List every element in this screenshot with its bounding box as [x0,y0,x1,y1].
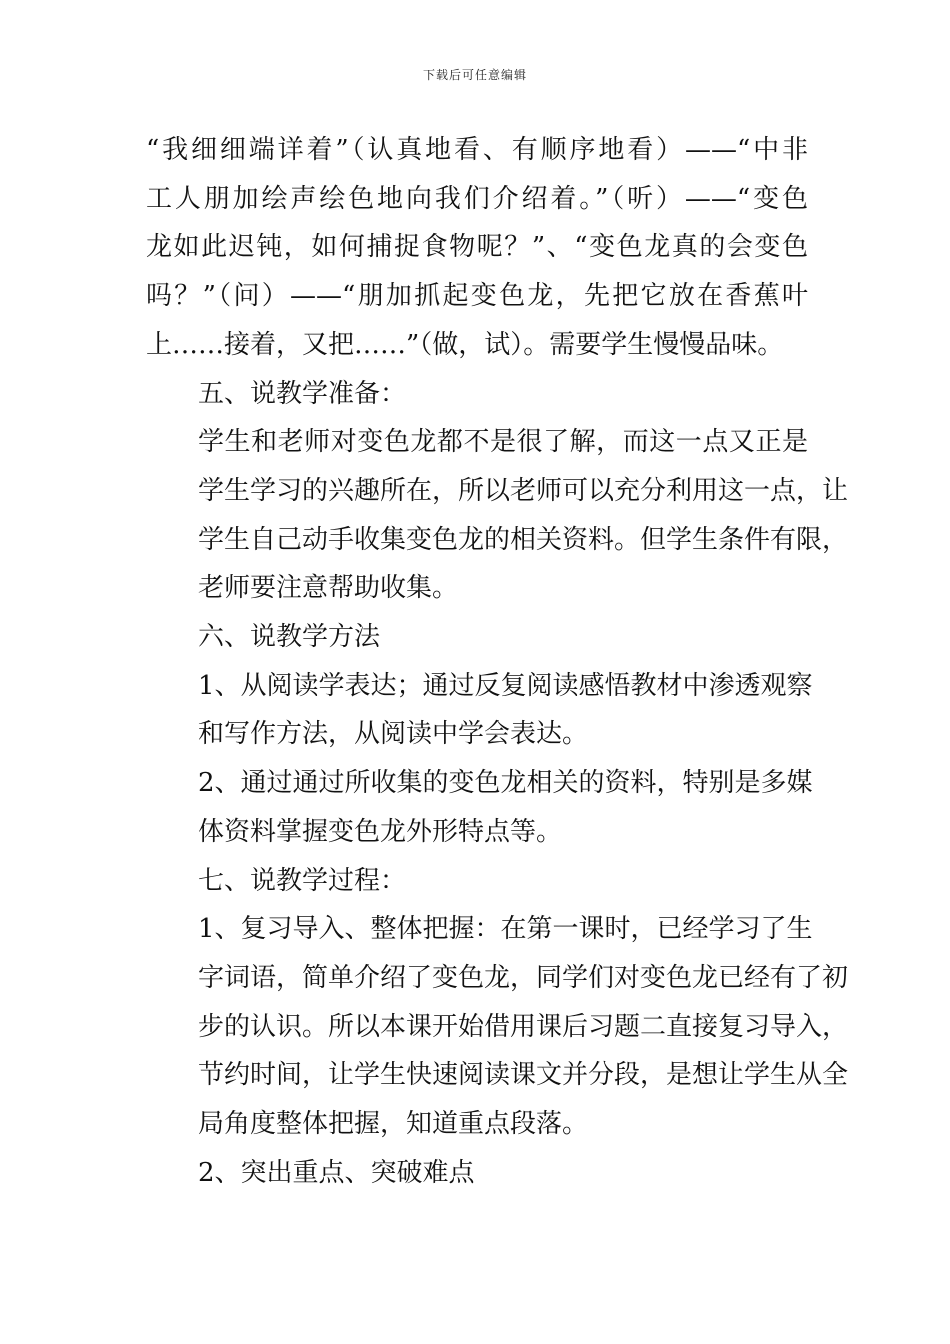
paragraph-process-1 [146,905,849,1149]
text-line: 老师要注意帮助收集。 [198,573,459,604]
section-heading-teaching-methods [146,613,808,662]
text-line: 学生和老师对变色龙都不是很了解，而这一点又正是 [198,427,808,458]
text-line: 上……接着，又把……”（做，试）。需要学生慢慢品味。 [146,329,784,360]
text-line: 2、突出重点、突破难点 [198,1157,475,1188]
paragraph-teaching-preparation [146,418,849,613]
text-line: 体资料掌握变色龙外形特点等。 [198,816,563,847]
text-line: 1、从阅读学表达；通过反复阅读感悟教材中渗透观察 [198,670,813,701]
text-line: 龙如此迟钝，如何捕捉食物呢？”、“变色龙真的会变色 [146,232,808,263]
section-heading-teaching-process [146,857,808,906]
text-line: 和写作方法，从阅读中学会表达。 [198,719,589,750]
text-line: 1、复习导入、整体把握：在第一课时，已经学习了生 [198,914,813,945]
text-line: 工人朋加绘声绘色地向我们介绍着。”（听）——“变色 [146,183,808,214]
text-line: 学生自己动手收集变色龙的相关资料。但学生条件有限， [198,524,849,555]
text-line: 局角度整体把握，知道重点段落。 [198,1109,589,1140]
paragraph-process-2-heading [146,1149,808,1198]
paragraph-chameleon-observation-quotes [146,126,808,370]
text-line: “我细细端详着”（认真地看、有顺序地看）——“中非 [146,135,808,165]
document-body [146,126,849,1197]
text-line: 2、通过通过所收集的变色龙相关的资料，特别是多媒 [198,768,813,799]
page-header-note: 下载后可任意编辑 [422,68,527,82]
text-line: 六、说教学方法 [198,622,381,653]
paragraph-method-1 [146,662,813,759]
paragraph-method-2 [146,759,813,856]
text-line: 五、说教学准备： [198,378,407,409]
text-line: 节约时间，让学生快速阅读课文并分段，是想让学生从全 [198,1060,849,1091]
text-line: 字词语，简单介绍了变色龙，同学们对变色龙已经有了初 [198,962,849,993]
section-heading-teaching-preparation [146,370,808,419]
text-line: 步的认识。所以本课开始借用课后习题二直接复习导入， [198,1011,849,1042]
text-line: 学生学习的兴趣所在，所以老师可以充分利用这一点，让 [198,475,849,506]
text-line: 七、说教学过程： [198,865,407,896]
text-line: 吗？”（问）——“朋加抓起变色龙，先把它放在香蕉叶 [146,281,808,312]
